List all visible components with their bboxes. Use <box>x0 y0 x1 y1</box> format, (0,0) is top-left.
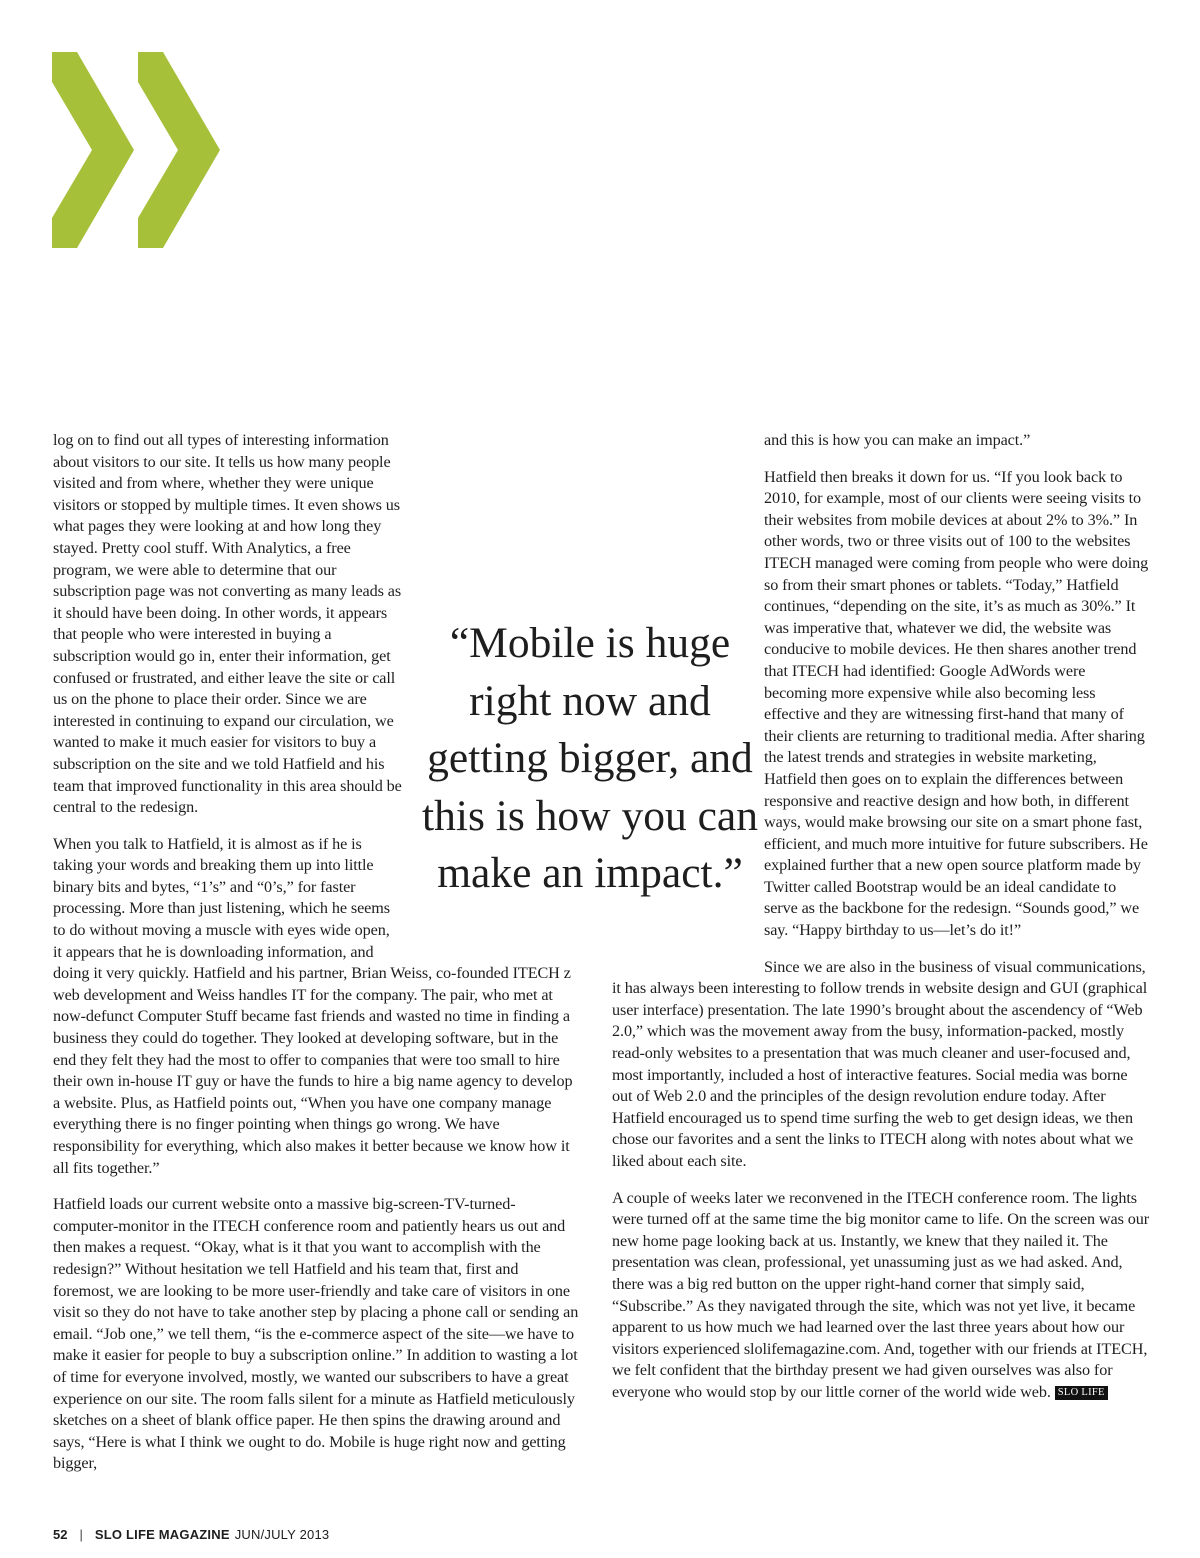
page-footer <box>53 1527 329 1542</box>
slo-life-end-mark: SLO LIFE <box>1055 1386 1108 1400</box>
article-paragraph: Hatfield then breaks it down for us. “If you look back to 2010, for example, most of our clients were seeing visits to their websites from mobile devices at about 2% to 3%.” In other words, two or three visits out of 100 to the websites ITECH managed were coming from people who were doing so from their smart phones or tablets. “Today,” Hatfield continues, “depending on the site, it’s as much as 30%.” It was imperative that, whatever we did, the website was conducive to mobile devices. He then shares another trend that ITECH had identified: Google AdWords were becoming more expensive while also becoming less effective and they are witnessing first-hand that many of their clients are returning to traditional media. After sharing the latest trends and strategies in website marketing, Hatfield then goes on to explain the differences between responsive and reactive design and how both, in different ways, would make browsing our site on a smart phone fast, efficient, and much more intuitive for future subscribers. He explained further that a new open source platform made by Twitter called Bootstrap would be an ideal candidate to serve as the backbone for the redesign. “Sounds good,” we say. “Happy birthday to us—let’s do it!” <box>764 467 1149 940</box>
article-paragraph: and this is how you can make an impact.” <box>764 431 1031 449</box>
article-paragraph: log on to find out all types of interesting information about visitors to our site. It tells us how many people visited and from where, whether they were unique visitors or stopped by multiple times. It even shows us what pages they were looking at and how long they stayed. Pretty cool stuff. With Analytics, a free program, we were able to determine that our subscription page was not converting as many leads as it should have been doing. In other words, it appears that people who were interested in buying a subscription would go in, enter their information, get confused or frustrated, and either leave the site or call us on the phone to place their order. Since we are interested in continuing to expand our circulation, we wanted to make it much easier for visitors to buy a subscription on the site and we told Hatfield and his team that improved functionality in this area should be central to the redesign. <box>53 431 402 817</box>
chevron-right-shape <box>138 52 220 248</box>
right-column <box>612 430 1150 1419</box>
article-paragraph: When you talk to Hatfield, it is almost as if he is taking your words and breaking them up into little binary bits and bytes, “1’s” and “0’s,” for faster processing. More than just listening, which he seems to do without moving a muscle with eyes wide open, it appears that he is downloading information, and doing it very quickly. Hatfield and his partner, Brian Weiss, co-founded ITECH z web development and Weiss handles IT for the company. The pair, who met at now-defunct Computer Stuff became fast friends and wasted no time in finding a business they could do together. They looked at developing software, but in the end they felt they had the most to offer to companies that were too small to hire their own in-house IT guy or have the funds to hire a big name agency to develop a website. Plus, as Hatfield points out, “When you have one company manage everything there is no finger pointing when things go wrong. We have responsibility for everything, which also makes it better because we know how it all fits together.” <box>53 834 573 1177</box>
double-chevron-right-icon <box>52 52 222 248</box>
pull-quote: “Mobile is huge right now and getting bigger, and this is how you can make an impact.” <box>422 619 758 897</box>
left-column <box>53 430 580 1490</box>
footer-separator: | <box>79 1527 83 1542</box>
chevron-left-shape <box>52 52 134 248</box>
pull-quote-wrap-spacer <box>612 597 764 977</box>
article-paragraph-text: A couple of weeks later we reconvened in the ITECH conference room. The lights were turned off at the same time the big monitor came to life. On the screen was our new home page looking back at us. Instantly, we knew that they nailed it. The presentation was clean, professional, yet unassuming just as we had asked. And, there was a big red button on the upper right-hand corner that simply said, “Subscribe.” As they navigated through the site, which was not yet live, it became apparent to us how much we had learned over the last three years about how our visitors experienced slolifemagazine.com. And, together with our friends at ITECH, we felt confident that the birthday present we had given ourselves was also for everyone who would stop by our little corner of the world wide web. <box>612 1188 1149 1401</box>
issue-date: JUN/JULY 2013 <box>234 1527 330 1542</box>
article-paragraph: Since we are also in the business of visual communications, it has always been interesting to follow trends in website design and GUI (graphical user interface) presentation. The late 1990’s brought about the ascendency of “Web 2.0,” which was the movement away from the busy, information-packed, mostly read-only websites to a presentation that was much cleaner and user-focused and, most importantly, included a host of interactive features. Social media was borne out of Web 2.0 and the principles of the design revolution endure today. After Hatfield encouraged us to spend time surfing the web to get design ideas, we then chose our favorites and a sent the links to ITECH along with notes about what we liked about each site. <box>612 957 1148 1170</box>
article-paragraph-final <box>612 1188 1150 1404</box>
page-number: 52 <box>53 1527 68 1542</box>
magazine-name: SLO LIFE MAGAZINE <box>94 1527 230 1542</box>
article-paragraph: Hatfield loads our current website onto a massive big-screen-TV-turned-computer-monitor in the ITECH conference room and patiently hears us out and then makes a request. “Okay, what is it that you want to accomplish with the redesign?” Without hesitation we tell Hatfield and his team that, first and foremost, we are looking to be more user-friendly and take care of visitors in one visit so they do not have to take another step by placing a phone call or sending an email. “Job one,” we tell them, “is the e-commerce aspect of the site—we have to make it easier for people to buy a subscription online.” In addition to wasting a lot of time for everyone involved, mostly, we wanted our subscribers to have a great experience on our site. The room falls silent for a minute as Hatfield meticulously sketches on a sheet of blank office paper. He then spins the drawing around and says, “Here is what I think we ought to do. Mobile is huge right now and getting bigger, <box>53 1195 579 1473</box>
